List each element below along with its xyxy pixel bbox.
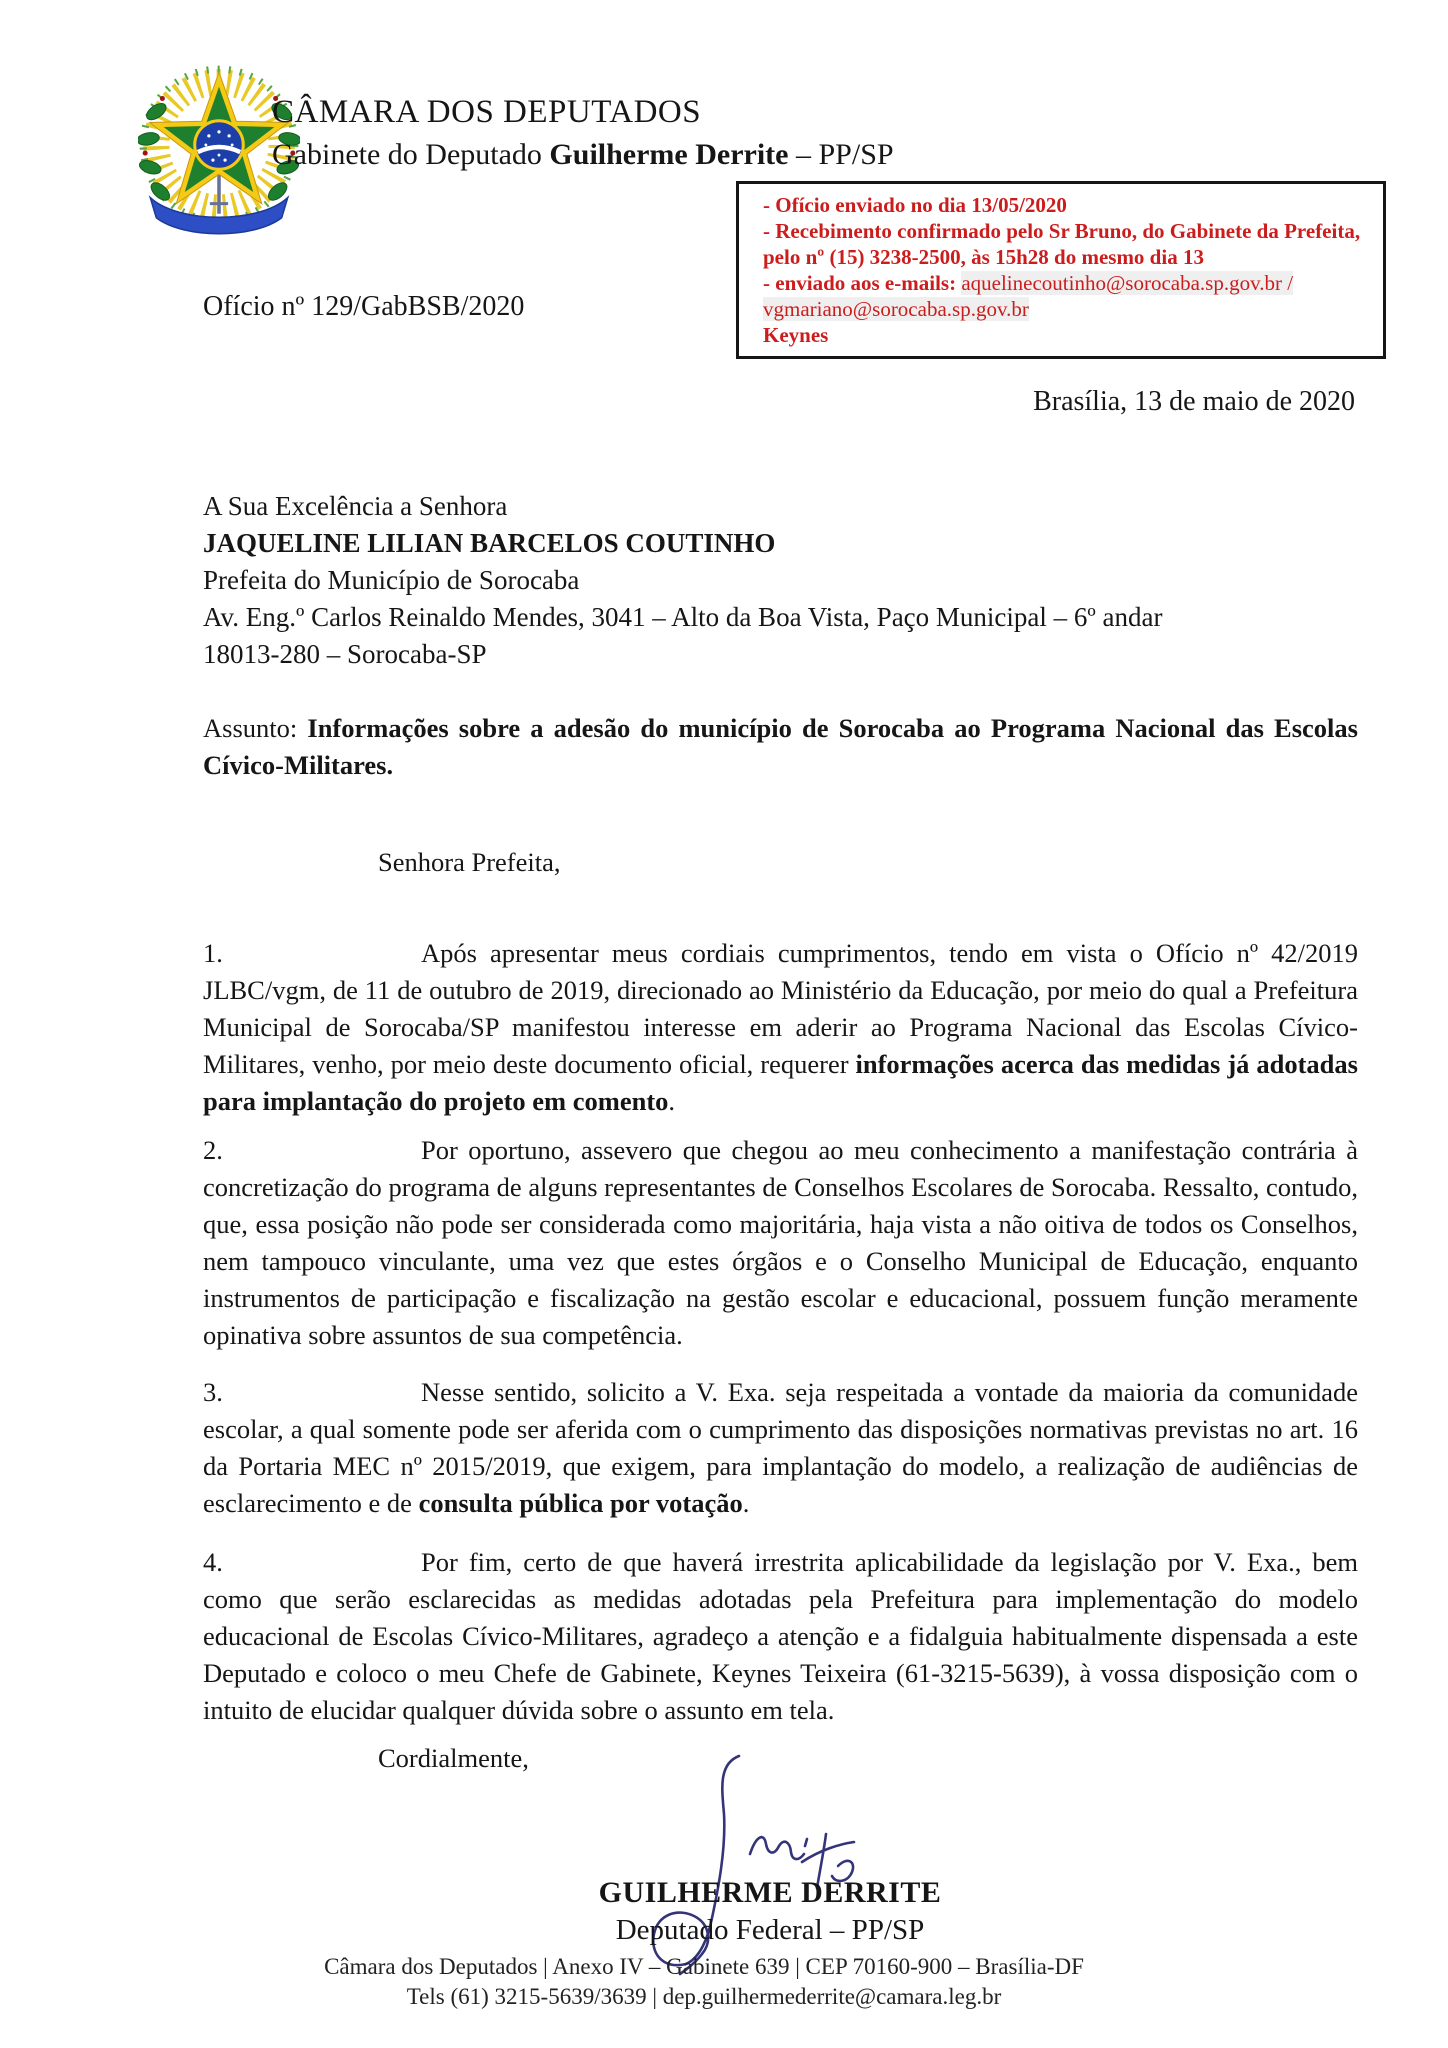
paragraph-4-text: Por fim, certo de que haverá irrestrita aplicabilidade da legislação por V. Exa., bem como que serão esclarecidas as medidas adotadas pela Prefeitura para implementação do modelo educacional de Escolas Cívico-Militares, agradeço a atenção e a fidalguia habitualmente dispensada a este Deputado e coloco o meu Chefe de Gabinete, Keynes Teixeira (61-3215-5639), à vossa disposição com o intuito de elucidar qualquer dúvida sobre o assunto em tela. (203, 1547, 1358, 1725)
paragraph-1 (203, 935, 1358, 1120)
paragraph-4-number: 4. (203, 1547, 223, 1577)
recipient-honorific: A Sua Excelência a Senhora (203, 491, 508, 521)
paragraph-2 (203, 1132, 1358, 1354)
letter-body (203, 710, 1358, 1777)
subject-text: Informações sobre a adesão do município de Sorocaba ao Programa Nacional das Escolas Cívico-Militares. (203, 713, 1358, 780)
header-text (272, 96, 894, 170)
office-suffix: – PP/SP (788, 138, 894, 171)
recipient-block (203, 488, 1162, 673)
signer-name: GUILHERME DERRITE (598, 1876, 942, 1909)
annotation-author: Keynes (763, 323, 829, 347)
annotation-line-sent (763, 192, 1371, 218)
annotation-line-emails (763, 270, 1371, 322)
office-prefix: Gabinete do Deputado (272, 138, 550, 171)
subject-label: Assunto: (203, 713, 308, 743)
recipient-title: Prefeita do Município de Sorocaba (203, 565, 580, 595)
paragraph-3-bold: consulta pública por votação (418, 1488, 743, 1518)
footer-contact: Tels (61) 3215-5639/3639 | dep.guilhermederrite@camara.leg.br (406, 1984, 1002, 2009)
paragraph-3-after: . (742, 1488, 750, 1518)
subject-line (203, 710, 1358, 784)
annotation-confirmed-text: - Recebimento confirmado pelo Sr Bruno, do Gabinete da Prefeita, pelo nº (15) 3238-2500, às 15h28 do mesmo dia 13 (763, 219, 1361, 269)
deputy-name: Guilherme Derrite (549, 138, 789, 171)
paragraph-3-text: Nesse sentido, solicito a V. Exa. seja respeitada a vontade da maioria da comunidade escolar, a qual somente pode ser aferida com o cumprimento das disposições normativas previstas no art. 16 da Portaria MEC nº 2015/2019, que exigem, para implantação do modelo, a realização de audiências de esclarecimento e de (203, 1377, 1358, 1518)
delivery-annotation-box (736, 181, 1386, 359)
paragraph-1-bold: informações acerca das medidas já adotadas para implantação do projeto em comento (203, 1049, 1358, 1116)
letter-footer (0, 1952, 1428, 2012)
annotation-email-addresses: aquelinecoutinho@sorocaba.sp.gov.br / vgmariano@sorocaba.sp.gov.br (763, 271, 1294, 321)
office-line (272, 140, 894, 170)
annotation-sent-text: - Ofício enviado no dia 13/05/2020 (763, 193, 1067, 217)
paragraph-2-number: 2. (203, 1135, 223, 1165)
footer-address: Câmara dos Deputados | Anexo IV – Gabinete 639 | CEP 70160-900 – Brasília-DF (324, 1954, 1084, 1979)
annotation-emails-label: - enviado aos e-mails: (763, 271, 962, 295)
recipient-cep-city: 18013-280 – Sorocaba-SP (203, 639, 487, 669)
org-name: CÂMARA DOS DEPUTADOS (272, 94, 702, 130)
paragraph-1-after: . (668, 1086, 676, 1116)
paragraph-1-number: 1. (203, 938, 223, 968)
salutation: Senhora Prefeita, (378, 847, 561, 877)
annotation-line-confirmed (763, 218, 1371, 270)
dateline: Brasília, 13 de maio de 2020 (1033, 386, 1355, 417)
paragraph-2-text: Por oportuno, assevero que chegou ao meu conhecimento a manifestação contrária à concretização do programa de alguns representantes de Conselhos Escolares de Sorocaba. Ressalto, contudo, que, essa posição não pode ser considerada como majoritária, haja vista a não oitiva de todos os Conselhos, nem tampouco vinculante, uma vez que estes órgãos e o Conselho Municipal de Educação, enquanto instrumentos de participação e fiscalização na gestão escolar e educacional, possuem função meramente opinativa sobre assuntos de sua competência. (203, 1135, 1358, 1350)
handwritten-signature (598, 1742, 898, 1987)
paragraph-3-number: 3. (203, 1377, 223, 1407)
paragraph-1-text: Após apresentar meus cordiais cumprimentos, tendo em vista o Ofício nº 42/2019 JLBC/vgm, de 11 de outubro de 2019, direcionado ao Ministério da Educação, por meio do qual a Prefeitura Municipal de Sorocaba/SP manifestou interesse em aderir ao Programa Nacional das Escolas Cívico-Militares, venho, por meio deste documento oficial, requerer (203, 938, 1358, 1079)
paragraph-3 (203, 1374, 1358, 1522)
recipient-name: JAQUELINE LILIAN BARCELOS COUTINHO (203, 528, 776, 558)
recipient-address: Av. Eng.º Carlos Reinaldo Mendes, 3041 – Alto da Boa Vista, Paço Municipal – 6º andar (203, 602, 1163, 632)
signature-block (520, 1876, 1020, 1947)
annotation-line-author (763, 322, 1371, 348)
closing-salutation: Cordialmente, (378, 1743, 529, 1773)
paragraph-4 (203, 1544, 1358, 1729)
signer-title: Deputado Federal – PP/SP (615, 1914, 925, 1946)
reference-number: Ofício nº 129/GabBSB/2020 (203, 291, 525, 322)
